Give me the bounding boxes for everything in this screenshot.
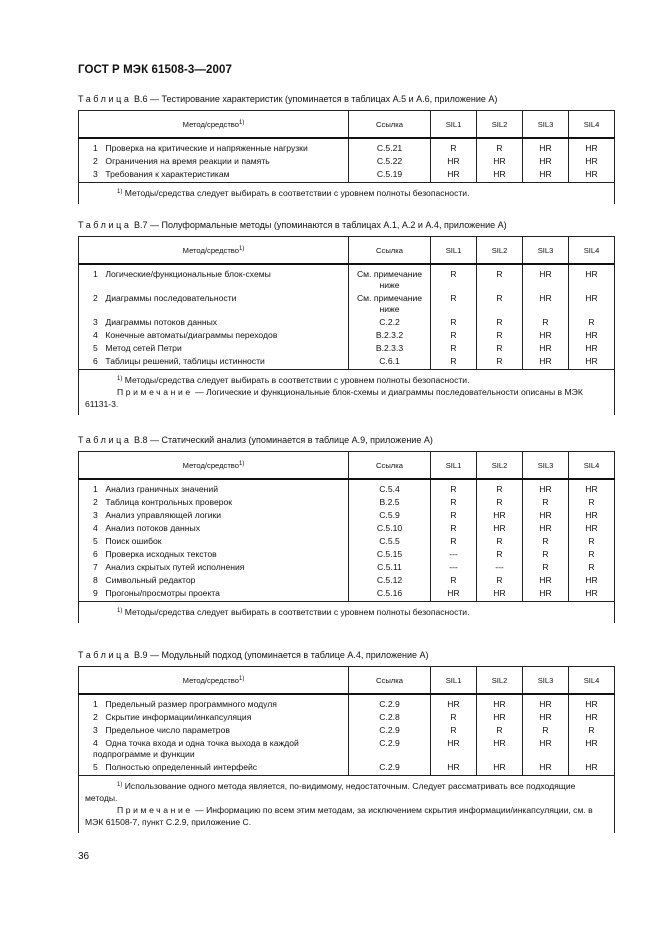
method-cell: [79, 694, 349, 710]
table-b8: [78, 451, 615, 623]
method-cell: [79, 736, 349, 760]
footnote: [85, 187, 608, 199]
sil-cell: HR: [569, 354, 615, 370]
method-name: Проверка исходных текстов: [105, 549, 217, 559]
sil-cell: R: [477, 354, 523, 370]
sil-cell: HR: [523, 328, 569, 341]
sil-cell: HR: [477, 154, 523, 167]
sil-cell: HR: [569, 138, 615, 154]
method-cell: [79, 495, 349, 508]
method-name: Одна точка входа и одна точка выхода в каждой подпрограмме и функции: [93, 738, 299, 759]
sil-cell: HR: [431, 154, 477, 167]
row-number: 6: [93, 356, 98, 366]
method-name: Метод сетей Петри: [105, 343, 182, 353]
table-b6-caption: [78, 94, 497, 104]
table-b9-caption: [78, 650, 429, 660]
table-row: [79, 264, 615, 291]
row-number: 9: [93, 588, 98, 598]
row-number: 5: [93, 536, 98, 546]
sil-cell: HR: [569, 694, 615, 710]
method-name: Анализ скрытых путей исполнения: [105, 562, 245, 572]
method-cell: [79, 264, 349, 291]
table-b8-caption: [78, 435, 433, 445]
row-number: 8: [93, 575, 98, 585]
table-footer-row: [79, 602, 615, 624]
footnote: [85, 780, 608, 804]
sil-cell: HR: [569, 736, 615, 760]
footnote-mark: 1): [117, 782, 123, 788]
method-cell: [79, 154, 349, 167]
sil-cell: HR: [523, 138, 569, 154]
sil-cell: R: [431, 710, 477, 723]
sil-cell: R: [431, 508, 477, 521]
method-name: Логические/функциональные блок-схемы: [105, 269, 271, 279]
sil-cell: ---: [431, 560, 477, 573]
row-number: 1: [93, 699, 98, 709]
sil-cell: HR: [523, 479, 569, 495]
sil-cell: HR: [431, 694, 477, 710]
sil-cell: R: [431, 521, 477, 534]
sil-cell: HR: [523, 710, 569, 723]
method-name: Таблицы решений, таблицы истинности: [105, 356, 265, 366]
sil-cell: R: [431, 495, 477, 508]
caption-word: Таблица: [78, 650, 132, 660]
method-cell: [79, 760, 349, 776]
note-word: Примечание: [117, 805, 193, 815]
method-cell: [79, 354, 349, 370]
sil-cell: HR: [477, 694, 523, 710]
row-number: 5: [93, 343, 98, 353]
sil-cell: R: [569, 495, 615, 508]
table-header-row: [79, 237, 615, 265]
row-number: 4: [93, 523, 98, 533]
method-cell: [79, 138, 349, 154]
table-header-row: [79, 452, 615, 480]
method-name: Требования к характеристикам: [105, 169, 230, 179]
header-col-6: SIL4: [569, 452, 615, 480]
header-method: [79, 237, 349, 265]
reference-cell: C.2.2: [349, 315, 431, 328]
row-number: 7: [93, 562, 98, 572]
sil-cell: HR: [569, 328, 615, 341]
sil-cell: HR: [431, 167, 477, 183]
header-method: [79, 452, 349, 480]
sil-cell: ---: [431, 547, 477, 560]
reference-cell: C.5.11: [349, 560, 431, 573]
table-header-row: [79, 111, 615, 139]
sil-cell: HR: [523, 154, 569, 167]
sil-cell: HR: [569, 291, 615, 315]
note-word: Примечание: [117, 387, 193, 397]
footnote-mark: 1): [117, 189, 123, 195]
note-text: — Логические и функциональные блок-схемы и диаграммы последовательности описаны в МЭК 61131-3.: [85, 387, 583, 409]
sil-cell: R: [569, 547, 615, 560]
sil-cell: HR: [477, 167, 523, 183]
table-row: [79, 315, 615, 328]
row-number: 2: [93, 497, 98, 507]
header-col-3: SIL1: [431, 667, 477, 695]
header-col-4: SIL2: [477, 667, 523, 695]
sil-cell: R: [477, 547, 523, 560]
header-footnote-mark: 1): [238, 245, 245, 252]
table-row: [79, 291, 615, 315]
reference-cell: C.6.1: [349, 354, 431, 370]
header-method-label: Метод/средство: [182, 245, 239, 255]
sil-cell: HR: [569, 341, 615, 354]
row-number: 1: [93, 484, 98, 494]
sil-cell: R: [523, 534, 569, 547]
page-number: 36: [78, 851, 90, 862]
table-b6: [78, 110, 615, 204]
table-row: [79, 560, 615, 573]
reference-cell: C.5.22: [349, 154, 431, 167]
sil-cell: R: [477, 138, 523, 154]
sil-cell: HR: [431, 736, 477, 760]
sil-cell: R: [477, 291, 523, 315]
header-col-6: SIL4: [569, 237, 615, 265]
footnote: [85, 374, 608, 386]
sil-cell: HR: [523, 736, 569, 760]
footnote-text: Использование одного метода является, по-видимому, недостаточным. Следует рассматривать все подходящие методы.: [85, 781, 576, 803]
sil-cell: HR: [569, 573, 615, 586]
reference-cell: C.2.9: [349, 694, 431, 710]
table-header-row: [79, 667, 615, 695]
table-footer: [79, 776, 615, 834]
sil-cell: HR: [477, 586, 523, 602]
sil-cell: HR: [569, 586, 615, 602]
method-cell: [79, 710, 349, 723]
sil-cell: R: [431, 341, 477, 354]
row-number: 3: [93, 510, 98, 520]
caption-text: B.8 — Статический анализ (упоминается в таблице А.9, приложение А): [131, 435, 433, 445]
sil-cell: R: [569, 560, 615, 573]
table-row: [79, 573, 615, 586]
sil-cell: HR: [431, 586, 477, 602]
note: [85, 804, 608, 828]
sil-cell: R: [477, 264, 523, 291]
sil-cell: HR: [523, 694, 569, 710]
footnote: [85, 606, 608, 618]
sil-cell: R: [431, 291, 477, 315]
reference-cell: C.5.19: [349, 167, 431, 183]
method-name: Конечные автоматы/диаграммы переходов: [105, 330, 278, 340]
method-cell: [79, 291, 349, 315]
sil-cell: R: [431, 328, 477, 341]
method-cell: [79, 341, 349, 354]
header-col-5: SIL3: [523, 667, 569, 695]
sil-cell: R: [431, 354, 477, 370]
method-name: Анализ граничных значений: [105, 484, 218, 494]
sil-cell: R: [477, 479, 523, 495]
caption-text: B.9 — Модульный подход (упоминается в таблице А.4, приложение А): [131, 650, 429, 660]
caption-word: Таблица: [78, 94, 132, 104]
sil-cell: HR: [477, 736, 523, 760]
reference-cell: B.2.3.3: [349, 341, 431, 354]
sil-cell: R: [431, 264, 477, 291]
caption-word: Таблица: [78, 435, 132, 445]
row-number: 3: [93, 169, 98, 179]
method-cell: [79, 723, 349, 736]
method-name: Поиск ошибок: [105, 536, 162, 546]
note: [85, 386, 608, 410]
table-row: [79, 736, 615, 760]
row-number: 2: [93, 293, 98, 303]
reference-cell: C.2.8: [349, 710, 431, 723]
reference-cell: C.2.9: [349, 760, 431, 776]
method-name: Скрытие информации/инкапсуляция: [105, 712, 252, 722]
sil-cell: HR: [569, 479, 615, 495]
table-footer-row: [79, 370, 615, 416]
table-row: [79, 167, 615, 183]
reference-cell: C.5.10: [349, 521, 431, 534]
reference-cell: C.5.5: [349, 534, 431, 547]
method-name: Полностью определенный интерфейс: [105, 762, 258, 772]
sil-cell: R: [431, 479, 477, 495]
method-name: Проверка на критические и напряженные нагрузки: [105, 143, 308, 153]
sil-cell: R: [431, 534, 477, 547]
sil-cell: HR: [477, 521, 523, 534]
method-name: Таблица контрольных проверок: [105, 497, 233, 507]
table-row: [79, 547, 615, 560]
table-footer-row: [79, 776, 615, 834]
row-number: 6: [93, 549, 98, 559]
sil-cell: HR: [569, 154, 615, 167]
reference-cell: C.2.9: [349, 736, 431, 760]
method-cell: [79, 547, 349, 560]
footnote-text: Методы/средства следует выбирать в соответствии с уровнем полноты безопасности.: [122, 188, 470, 198]
method-name: Диаграммы потоков данных: [105, 317, 218, 327]
sil-cell: R: [523, 547, 569, 560]
sil-cell: R: [477, 341, 523, 354]
method-name: Предельное число параметров: [105, 725, 230, 735]
row-number: 3: [93, 317, 98, 327]
table-footer: [79, 183, 615, 205]
sil-cell: HR: [523, 354, 569, 370]
header-col-5: SIL3: [523, 111, 569, 139]
header-col-5: SIL3: [523, 452, 569, 480]
method-cell: [79, 328, 349, 341]
header-footnote-mark: 1): [238, 119, 245, 126]
method-cell: [79, 521, 349, 534]
method-cell: [79, 586, 349, 602]
table-row: [79, 341, 615, 354]
header-col-2: Ссылка: [349, 237, 431, 265]
sil-cell: ---: [477, 560, 523, 573]
sil-cell: HR: [523, 760, 569, 776]
sil-cell: HR: [569, 167, 615, 183]
sil-cell: HR: [523, 167, 569, 183]
table-b7-caption: [78, 220, 507, 230]
sil-cell: HR: [431, 760, 477, 776]
header-col-5: SIL3: [523, 237, 569, 265]
method-name: Предельный размер программного модуля: [105, 699, 277, 709]
sil-cell: R: [523, 315, 569, 328]
sil-cell: HR: [569, 760, 615, 776]
header-footnote-mark: 1): [238, 460, 245, 467]
sil-cell: R: [523, 723, 569, 736]
sil-cell: R: [477, 328, 523, 341]
reference-cell: См. примечание ниже: [349, 291, 431, 315]
sil-cell: HR: [523, 291, 569, 315]
row-number: 5: [93, 762, 98, 772]
header-col-6: SIL4: [569, 111, 615, 139]
table-b9: [78, 666, 615, 833]
table-row: [79, 508, 615, 521]
sil-cell: R: [523, 560, 569, 573]
sil-cell: R: [477, 573, 523, 586]
sil-cell: HR: [569, 521, 615, 534]
method-name: Прогоны/просмотры проекта: [105, 588, 220, 598]
method-name: Анализ потоков данных: [105, 523, 201, 533]
reference-cell: C.5.15: [349, 547, 431, 560]
table-row: [79, 760, 615, 776]
caption-text: B.7 — Полуформальные методы (упоминаются в таблицах А.1, А.2 и А.4, приложение А): [131, 220, 507, 230]
sil-cell: HR: [523, 586, 569, 602]
table-row: [79, 138, 615, 154]
sil-cell: R: [431, 138, 477, 154]
footnote-mark: 1): [117, 376, 123, 382]
row-number: 4: [93, 738, 98, 748]
table-row: [79, 154, 615, 167]
row-number: 1: [93, 269, 98, 279]
sil-cell: HR: [523, 521, 569, 534]
row-number: 2: [93, 712, 98, 722]
header-col-6: SIL4: [569, 667, 615, 695]
sil-cell: R: [569, 723, 615, 736]
table-b7: [78, 236, 615, 415]
reference-cell: B.2.5: [349, 495, 431, 508]
header-method-label: Метод/средство: [182, 460, 239, 470]
method-cell: [79, 573, 349, 586]
reference-cell: B.2.3.2: [349, 328, 431, 341]
method-cell: [79, 479, 349, 495]
method-cell: [79, 315, 349, 328]
table-row: [79, 479, 615, 495]
sil-cell: HR: [477, 760, 523, 776]
method-cell: [79, 508, 349, 521]
sil-cell: R: [477, 723, 523, 736]
reference-cell: C.5.9: [349, 508, 431, 521]
document-title: ГОСТ Р МЭК 61508-3—2007: [78, 64, 232, 76]
sil-cell: R: [431, 315, 477, 328]
sil-cell: R: [431, 723, 477, 736]
sil-cell: HR: [569, 264, 615, 291]
caption-text: B.6 — Тестирование характеристик (упоминается в таблицах А.5 и А.6, приложение А): [131, 94, 498, 104]
sil-cell: HR: [523, 341, 569, 354]
method-name: Ограничения на время реакции и память: [105, 156, 270, 166]
reference-cell: См. примечание ниже: [349, 264, 431, 291]
sil-cell: HR: [569, 710, 615, 723]
sil-cell: HR: [477, 508, 523, 521]
table-row: [79, 710, 615, 723]
sil-cell: R: [569, 534, 615, 547]
sil-cell: HR: [523, 508, 569, 521]
method-cell: [79, 534, 349, 547]
table-row: [79, 586, 615, 602]
sil-cell: HR: [477, 710, 523, 723]
header-col-2: Ссылка: [349, 111, 431, 139]
caption-word: Таблица: [78, 220, 132, 230]
reference-cell: C.5.4: [349, 479, 431, 495]
header-method: [79, 111, 349, 139]
method-name: Диаграммы последовательности: [105, 293, 237, 303]
row-number: 4: [93, 330, 98, 340]
method-cell: [79, 560, 349, 573]
sil-cell: R: [477, 534, 523, 547]
table-row: [79, 328, 615, 341]
table-row: [79, 534, 615, 547]
sil-cell: R: [431, 573, 477, 586]
reference-cell: C.5.16: [349, 586, 431, 602]
sil-cell: HR: [523, 264, 569, 291]
sil-cell: HR: [523, 573, 569, 586]
header-col-3: SIL1: [431, 452, 477, 480]
footnote-mark: 1): [117, 608, 123, 614]
footnote-text: Методы/средства следует выбирать в соответствии с уровнем полноты безопасности.: [122, 375, 470, 385]
header-method-label: Метод/средство: [182, 119, 239, 129]
table-footer-row: [79, 183, 615, 205]
sil-cell: R: [569, 315, 615, 328]
reference-cell: C.5.12: [349, 573, 431, 586]
reference-cell: C.2.9: [349, 723, 431, 736]
table-row: [79, 521, 615, 534]
header-col-3: SIL1: [431, 111, 477, 139]
sil-cell: HR: [569, 508, 615, 521]
sil-cell: R: [523, 495, 569, 508]
header-footnote-mark: 1): [238, 675, 245, 682]
table-row: [79, 694, 615, 710]
header-col-3: SIL1: [431, 237, 477, 265]
row-number: 3: [93, 725, 98, 735]
header-col-4: SIL2: [477, 237, 523, 265]
table-row: [79, 354, 615, 370]
method-name: Символьный редактор: [105, 575, 196, 585]
note-text: — Информацию по всем этим методам, за исключением скрытия информации/инкапсуляции, см. в МЭК 61508-7, пункт С.2.9, приложение С.: [85, 805, 593, 827]
table-row: [79, 723, 615, 736]
table-row: [79, 495, 615, 508]
header-method: [79, 667, 349, 695]
footnote-text: Методы/средства следует выбирать в соответствии с уровнем полноты безопасности.: [122, 607, 470, 617]
header-col-2: Ссылка: [349, 452, 431, 480]
sil-cell: R: [477, 495, 523, 508]
header-col-2: Ссылка: [349, 667, 431, 695]
header-method-label: Метод/средство: [182, 675, 239, 685]
table-footer: [79, 370, 615, 416]
method-name: Анализ управляющей логики: [105, 510, 222, 520]
sil-cell: R: [477, 315, 523, 328]
row-number: 1: [93, 143, 98, 153]
table-footer: [79, 602, 615, 624]
row-number: 2: [93, 156, 98, 166]
header-col-4: SIL2: [477, 452, 523, 480]
reference-cell: C.5.21: [349, 138, 431, 154]
header-col-4: SIL2: [477, 111, 523, 139]
method-cell: [79, 167, 349, 183]
